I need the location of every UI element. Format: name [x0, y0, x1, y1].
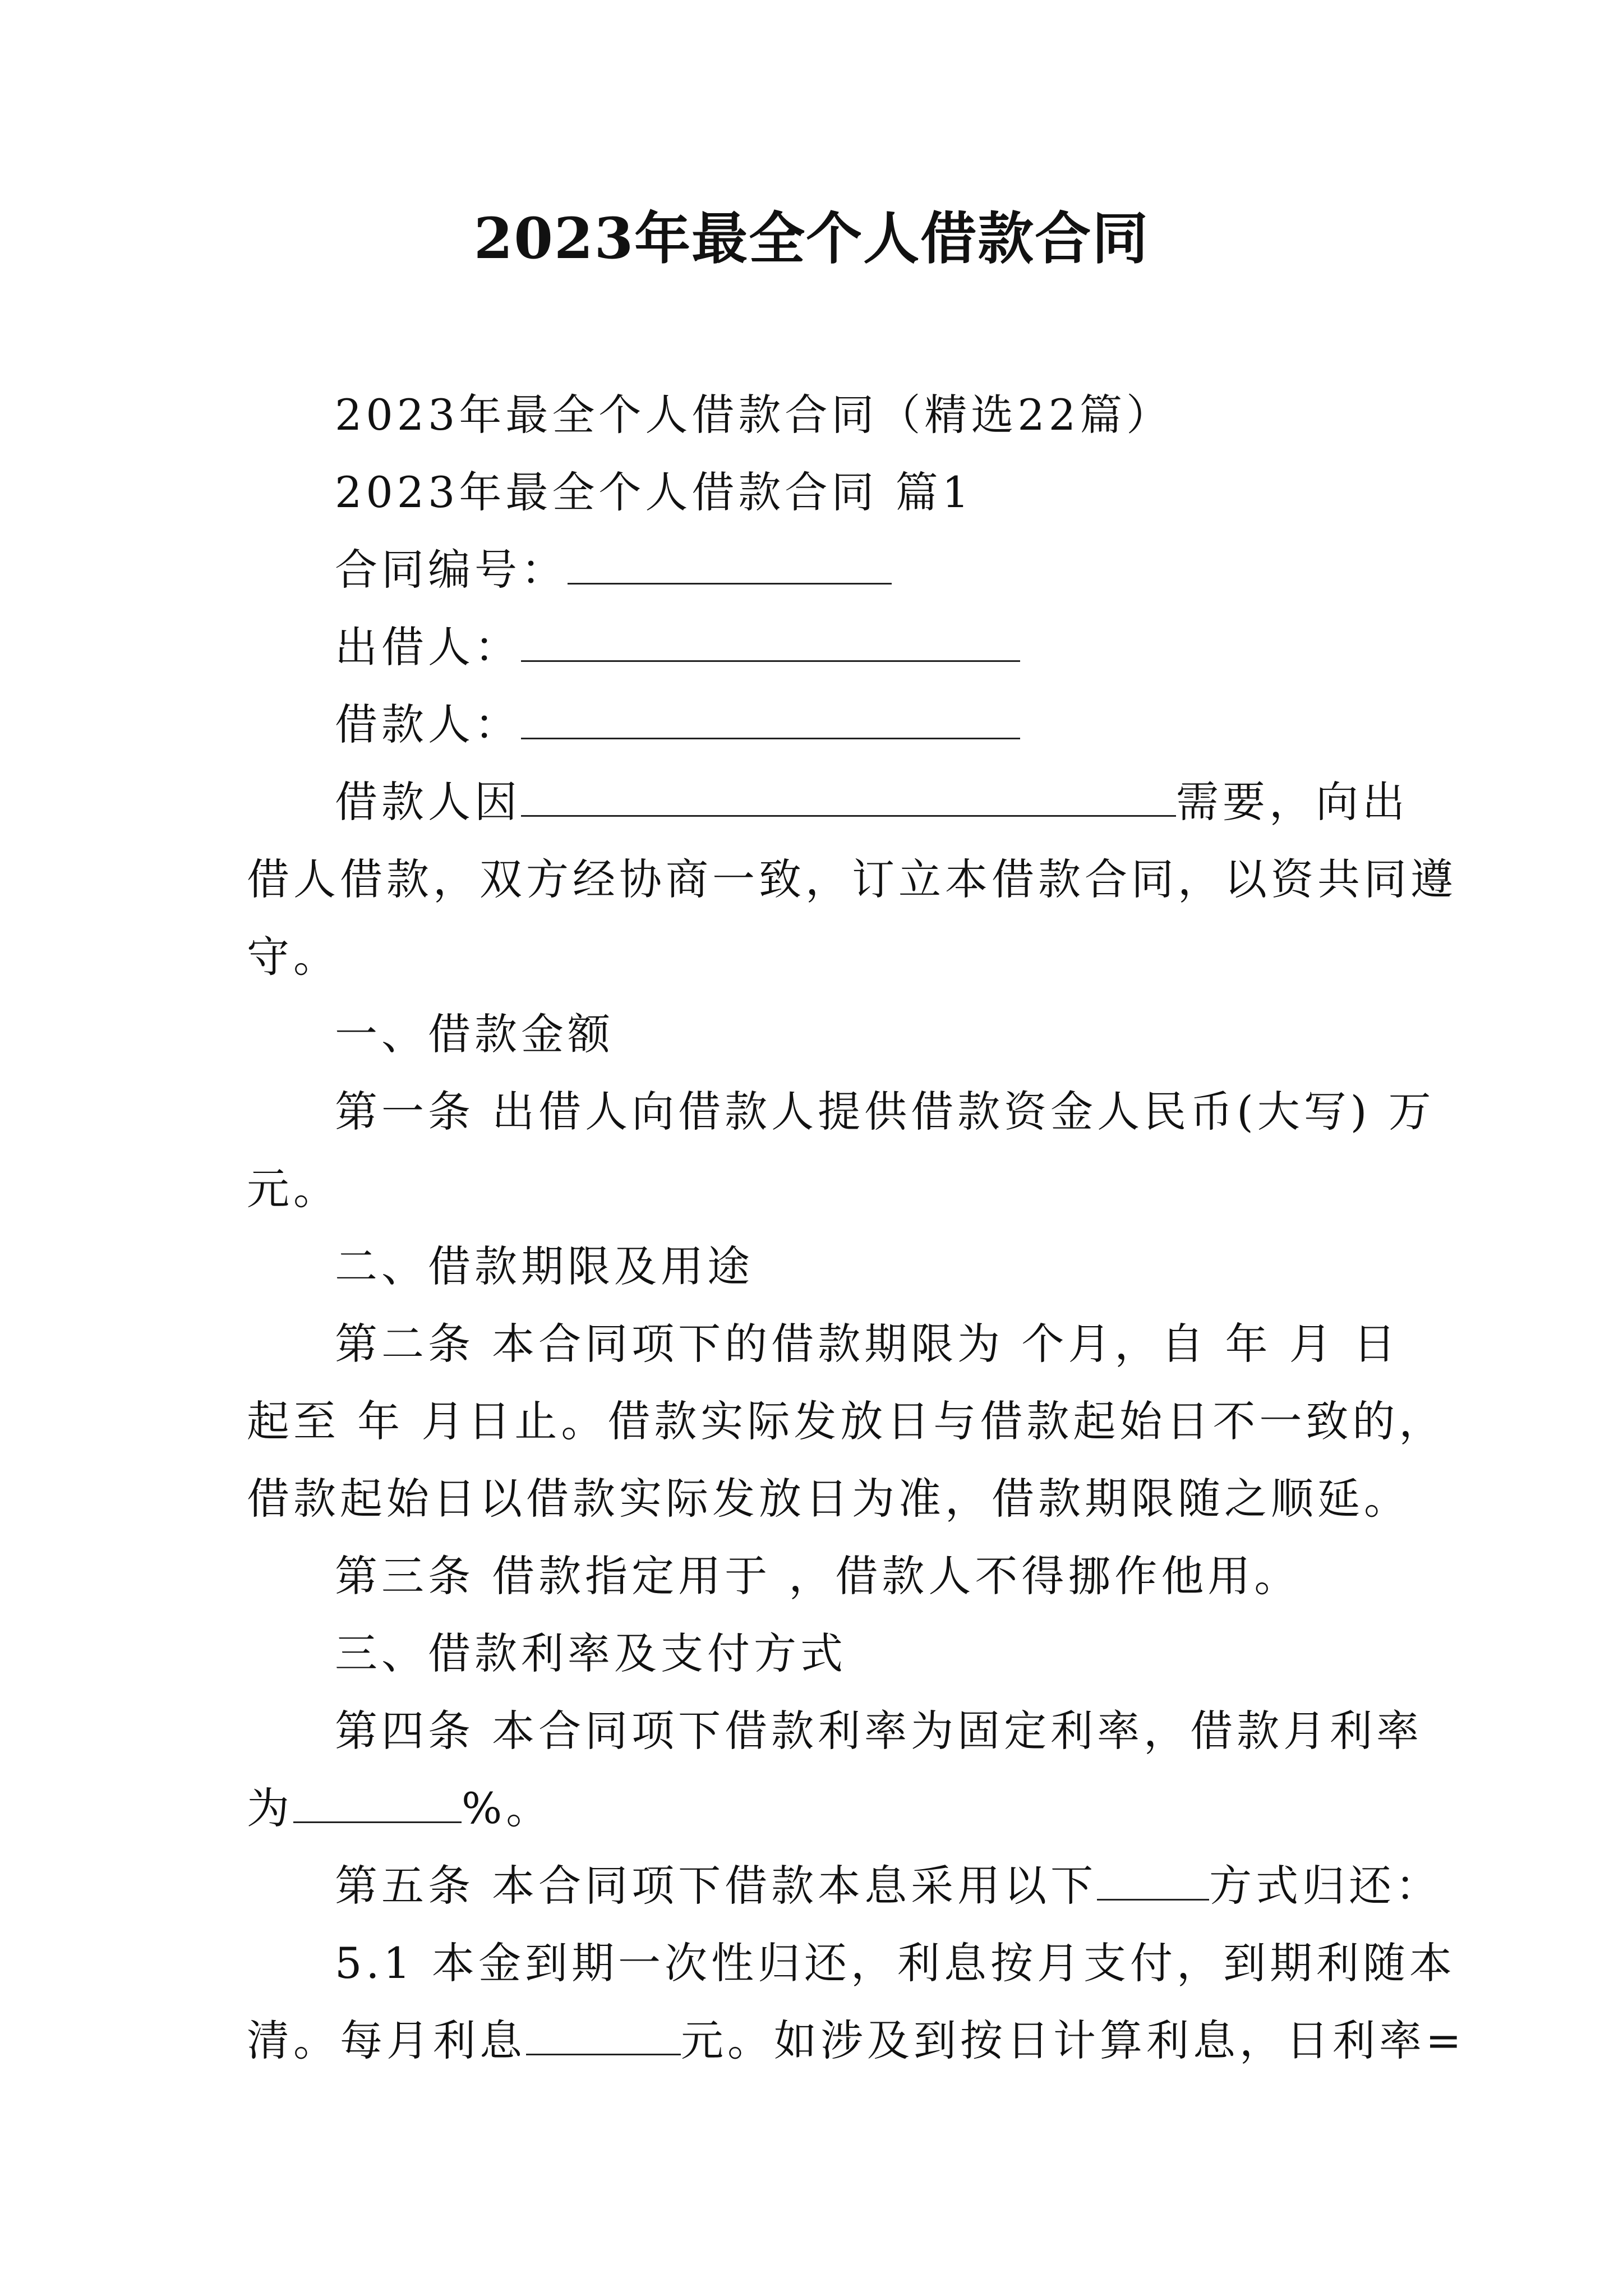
article-5-text-a: 第五条 本合同项下借款本息采用以下: [335, 1861, 1098, 1911]
heading-interest-rate: 三、借款利率及支付方式: [335, 1628, 847, 1678]
article-2-line-3: 借款起始日以借款实际发放日为准，借款期限随之顺延。: [247, 1474, 1410, 1524]
article-2-line-1: 第二条 本合同项下的借款期限为 个月，自 年 月 日: [335, 1319, 1400, 1369]
document-title: 2023年最全个人借款合同: [473, 205, 1150, 272]
article-1-line-1: 第一条 出借人向借款人提供借款资金人民币(大写) 万: [335, 1087, 1435, 1137]
repayment-method-blank: [1097, 1864, 1209, 1901]
article-5-text-b: 方式归还：: [1209, 1861, 1442, 1911]
article-2-line-2: 起至 年 月日止。借款实际发放日与借款起始日不一致的，: [247, 1396, 1446, 1446]
heading-loan-term: 二、借款期限及用途: [335, 1241, 754, 1291]
article-5-line-1: [335, 1858, 1442, 1914]
monthly-interest-blank: [526, 2019, 681, 2055]
article-4-line-2: [247, 1780, 552, 1837]
lender-blank: [521, 625, 1020, 662]
borrower-line: [335, 697, 1020, 753]
intro-line-1: [335, 774, 1409, 830]
contract-number-label: 合同编号：: [335, 545, 568, 595]
article-4-text-b: %。: [462, 1783, 553, 1833]
borrower-blank: [521, 703, 1020, 739]
borrower-label: 借款人：: [335, 700, 521, 749]
intro-line-2: 借人借款，双方经协商一致，订立本借款合同，以资共同遵: [247, 854, 1457, 904]
intro-text-a: 借款人因: [335, 777, 521, 827]
article-5-1-line-2: [247, 2013, 1465, 2069]
heading-loan-amount: 一、借款金额: [335, 1009, 614, 1059]
purpose-blank: [521, 780, 1176, 817]
document-subtitle: 2023年最全个人借款合同（精选22篇）: [335, 390, 1173, 440]
article-5-1-text-a: 清。每月利息: [247, 2016, 526, 2065]
article-4-text-a: 为: [247, 1783, 293, 1833]
article-1-line-2: 元。: [247, 1164, 340, 1214]
lender-label: 出借人：: [335, 622, 521, 672]
article-5-1-line-1: 5.1 本金到期一次性归还，利息按月支付，到期利随本: [335, 1938, 1456, 1988]
lender-line: [335, 619, 1020, 675]
intro-text-b: 需要，向出: [1176, 777, 1409, 827]
section-heading: 2023年最全个人借款合同 篇1: [335, 467, 973, 517]
contract-number-line: [335, 542, 892, 598]
intro-line-3: 守。: [247, 932, 340, 982]
article-3-line-1: 第三条 借款指定用于 ，借款人不得挪作他用。: [335, 1551, 1301, 1601]
article-4-line-1: 第四条 本合同项下借款利率为固定利率，借款月利率: [335, 1706, 1423, 1756]
monthly-rate-blank: [293, 1787, 462, 1823]
contract-number-blank: [568, 548, 892, 585]
article-5-1-text-b: 元。如涉及到按日计算利息，日利率=: [681, 2016, 1465, 2065]
